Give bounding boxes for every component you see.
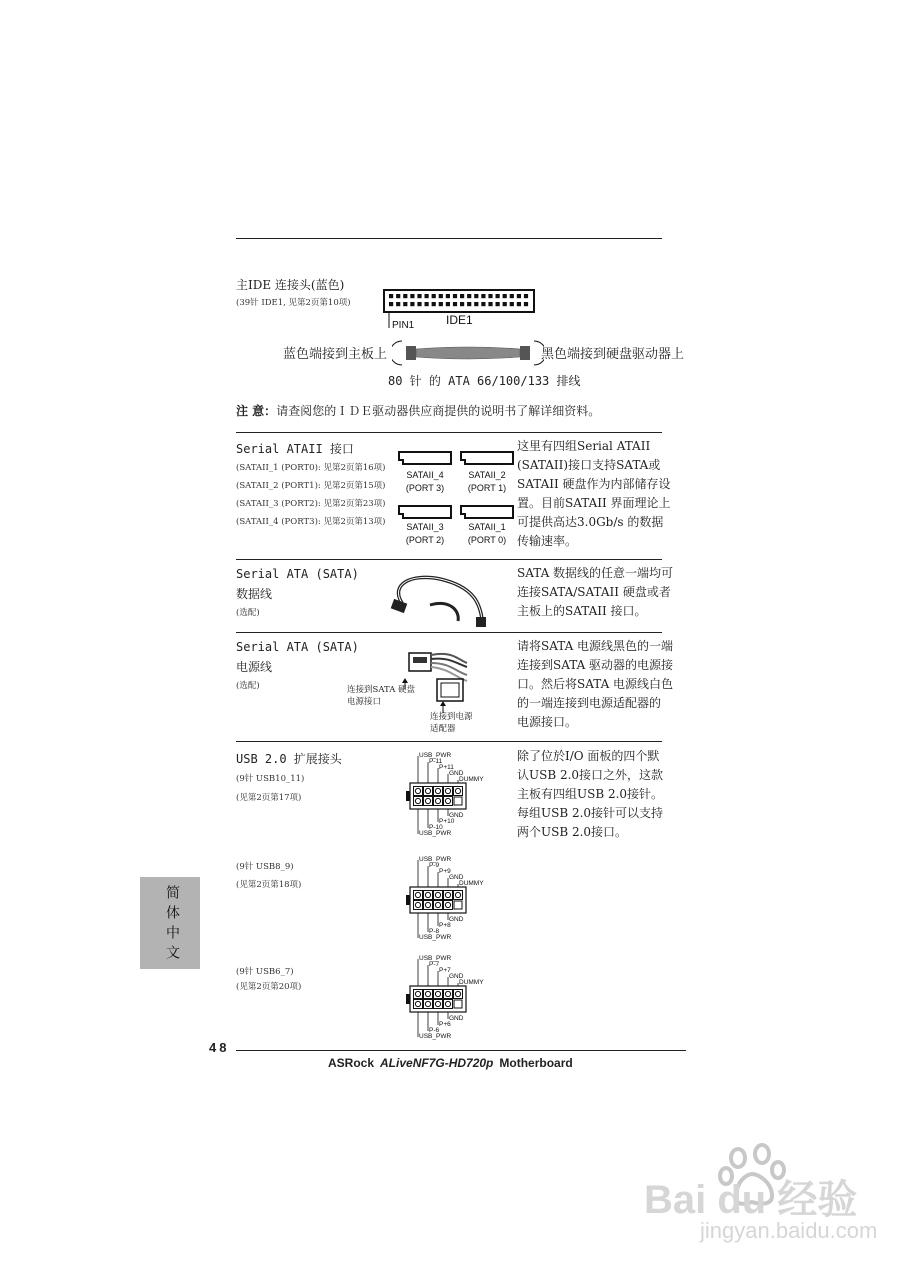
ide-pin [425, 302, 429, 306]
watermark-logo: Bai du 经验 [644, 1178, 858, 1222]
ide-left-text: 蓝色端接到主板上 [283, 347, 388, 362]
top-rule [236, 238, 662, 239]
ide-connector-label: IDE1 [446, 313, 473, 327]
ide-pin [446, 302, 450, 306]
ide-pin [417, 302, 421, 306]
usb-description [517, 747, 663, 842]
ide-pin [503, 294, 507, 298]
ide-pin [496, 294, 500, 298]
sata-port-name-2: SATAII_2 [468, 470, 506, 480]
ide-cable-caption: 80 针 的 ATA 66/100/133 排线 [388, 374, 581, 388]
sata-cable-desc-line: SATA 数据线的任意一端均可 [517, 566, 674, 580]
sata-description [517, 437, 671, 551]
usb-bottom-pin-label: GND [449, 1015, 464, 1022]
sata-port-name-3: SATAII_3 [406, 522, 444, 532]
usb-desc-line: 除了位於I/O 面板的四个默 [517, 749, 660, 763]
sata-desc-line: 传输速率。 [517, 534, 578, 548]
usb-header-1-diagram [405, 748, 505, 844]
page-number: 48 [209, 1040, 230, 1055]
sata-power-note: (选配) [236, 681, 260, 691]
usb-bottom-pin-label: P-6 [429, 1027, 440, 1034]
sata-note-1: (SATAII_1 (PORT0): 见第2页第16项) [236, 463, 386, 473]
sata-note-4: (SATAII_4 (PORT3): 见第2页第13项) [236, 517, 386, 527]
usb-header-2-note1: (9针 USB8_9) [236, 862, 294, 872]
sata-title: Serial ATAII 接口 [236, 442, 354, 456]
usb-header-pin-cell [414, 891, 423, 900]
usb-header-pin-cell [414, 797, 423, 806]
ide-pin [460, 294, 464, 298]
sata-desc-line: 可提供高达3.0Gb/s 的数据 [517, 515, 664, 529]
usb-desc-line: 认USB 2.0接口之外，这款 [517, 768, 664, 782]
usb-top-pin-label: DUMMY [459, 979, 484, 986]
sata-power-desc-line: 请将SATA 电源线黑色的一端 [517, 639, 674, 653]
usb-header-empty-pin [454, 901, 462, 909]
footer [328, 1056, 573, 1070]
usb-header-pin-cell [424, 797, 433, 806]
usb-header-2-note2: (见第2页第18项) [236, 880, 302, 890]
ide-pin [488, 302, 492, 306]
ide-pin [453, 294, 457, 298]
ide-pin [410, 294, 414, 298]
sata-cable-subtitle: 数据线 [236, 587, 273, 601]
usb-header-key [406, 791, 410, 801]
usb-header-3-diagram [405, 951, 505, 1047]
usb-top-pin-label: P-7 [429, 961, 440, 968]
notice-text: 请查阅您的ＩＤＥ驱动器供应商提供的说明书了解详细资料。 [276, 404, 601, 418]
usb-header-pin-cell [434, 891, 443, 900]
usb-desc-line: 两个USB 2.0接口。 [517, 825, 628, 839]
ide-pin-label: PIN1 [392, 320, 415, 331]
ide-pin [417, 294, 421, 298]
usb-header-pin-cell [414, 787, 423, 796]
sata-power-desc-line: 口。然后将SATA 电源线白色 [517, 677, 674, 691]
usb-bottom-pin-label: USB_PWR [419, 830, 452, 837]
usb-top-pin-label: DUMMY [459, 776, 484, 783]
usb-header-pin-cell [434, 787, 443, 796]
usb-top-pin-label: GND [449, 973, 464, 980]
ide-pin [517, 294, 521, 298]
sata-port-id-2: (PORT 2) [405, 535, 445, 545]
ide-pin [396, 302, 400, 306]
usb-header-pin-cell [454, 990, 463, 999]
usb-top-pin-label: GND [449, 770, 464, 777]
usb-bottom-pin-label: P+10 [439, 818, 455, 825]
usb-header-pin-cell [424, 990, 433, 999]
ide-pin [389, 302, 393, 306]
power-label-line: 电源接口 [347, 697, 382, 707]
sata-power-desc-line: 的一端连接到电源适配器的 [517, 696, 662, 710]
usb-bottom-pin-label: USB_PWR [419, 1033, 452, 1040]
usb-top-pin-label: USB_PWR [419, 856, 452, 863]
ide-pin [510, 302, 514, 306]
ide-pin [524, 294, 528, 298]
ide-pin [410, 302, 414, 306]
notice-label: 注 意： [236, 404, 277, 418]
rule-sata-power [236, 632, 662, 633]
watermark-url: jingyan.baidu.com [700, 1218, 878, 1243]
sata-power-label-right [430, 711, 473, 735]
ide-title: 主IDE 连接头(蓝色) [236, 278, 345, 292]
ide-pin [496, 302, 500, 306]
usb-header-1-note1: (9针 USB10_11) [236, 774, 305, 784]
usb-header-pin-cell [414, 1000, 423, 1009]
sata-power-label-left [347, 684, 415, 708]
footer-brand: ASRock [328, 1056, 375, 1070]
usb-header-pin-cell [414, 990, 423, 999]
ide-pin [396, 294, 400, 298]
sata-cable-title: Serial ATA (SATA) [236, 567, 359, 581]
sata-ports-diagram [395, 448, 515, 550]
footer-model: ALiveNF7G-HD720p [380, 1056, 494, 1070]
usb-header-pin-cell [424, 787, 433, 796]
usb-top-pin-label: GND [449, 874, 464, 881]
usb-top-pin-label: P-11 [429, 758, 443, 765]
rule-sata-cable [236, 559, 662, 560]
ide-pin [524, 302, 528, 306]
ide-pin [467, 302, 471, 306]
sata-power-desc-line: 电源接口。 [517, 715, 578, 729]
usb-header-pin-cell [454, 891, 463, 900]
usb-header-2-diagram [405, 852, 505, 948]
ide-connector-diagram [380, 288, 540, 332]
sata-port-id-3: (PORT 3) [405, 483, 445, 493]
side-tab-label: 简体中文 [164, 885, 180, 965]
usb-header-empty-pin [454, 797, 462, 805]
ide-pin [481, 302, 485, 306]
ide-ribbon-cable [392, 338, 544, 368]
sata-desc-line: 置。目前SATAII 界面理论上 [517, 496, 671, 510]
usb-title: USB 2.0 扩展接头 [236, 752, 342, 766]
ide-pin [403, 302, 407, 306]
power-label-line: 连接到SATA 硬盘 [347, 685, 416, 695]
ide-note: (39针 IDE1, 见第2页第10项) [236, 298, 351, 308]
usb-header-key [406, 895, 410, 905]
sata-power-title: Serial ATA (SATA) [236, 640, 359, 654]
usb-bottom-pin-label: P+6 [439, 1021, 451, 1028]
usb-header-pin-cell [444, 797, 453, 806]
sata-cable-note: (选配) [236, 608, 260, 618]
usb-header-pin-cell [454, 787, 463, 796]
usb-top-pin-label: P+7 [439, 967, 451, 974]
sata-power-desc-line: 连接到SATA 驱动器的电源接 [517, 658, 674, 672]
usb-top-pin-label: USB_PWR [419, 752, 452, 759]
notice [236, 402, 600, 419]
usb-top-pin-label: USB_PWR [419, 955, 452, 962]
ide-pin [446, 294, 450, 298]
usb-bottom-pin-label: GND [449, 916, 464, 923]
usb-header-pin-cell [424, 901, 433, 910]
usb-bottom-pin-label: P+8 [439, 922, 451, 929]
footer-suffix: Motherboard [499, 1056, 573, 1070]
sata-desc-line: SATAII 硬盘作为内部储存设 [517, 477, 671, 491]
ide-pin [510, 294, 514, 298]
sata-power-description [517, 637, 673, 732]
footer-rule [236, 1050, 686, 1051]
usb-header-3-note2: (见第2页第20项) [236, 982, 302, 992]
usb-bottom-pin-label: P-10 [429, 824, 443, 831]
usb-header-empty-pin [454, 1000, 462, 1008]
usb-top-pin-label: P+11 [439, 764, 454, 771]
usb-header-pin-cell [434, 901, 443, 910]
ide-pin [403, 294, 407, 298]
ide-pin [517, 302, 521, 306]
ide-pin [439, 302, 443, 306]
sata-port-name-4: SATAII_4 [406, 470, 444, 480]
ide-pin [467, 294, 471, 298]
ide-pin [460, 302, 464, 306]
usb-header-key [406, 994, 410, 1004]
usb-header-pin-cell [424, 891, 433, 900]
power-label-line: 适配器 [430, 724, 456, 734]
sata-cable-description [517, 564, 673, 621]
usb-desc-line: 主板有四组USB 2.0接针。 [517, 787, 664, 801]
sata-note-2: (SATAII_2 (PORT1): 见第2页第15项) [236, 481, 386, 491]
usb-header-pin-cell [434, 797, 443, 806]
ide-pin [503, 302, 507, 306]
usb-desc-line: 每组USB 2.0接针可以支持 [517, 806, 664, 820]
ide-pin [389, 294, 393, 298]
ide-pin [432, 294, 436, 298]
power-label-line: 连接到电源 [430, 712, 473, 722]
usb-header-pin-cell [444, 891, 453, 900]
sata-port-id-0: (PORT 0) [467, 535, 507, 545]
usb-header-3-note1: (9针 USB6_7) [236, 967, 294, 977]
rule-sata [236, 432, 662, 433]
usb-bottom-pin-label: P-8 [429, 928, 440, 935]
ide-pin [474, 294, 478, 298]
sata-note-3: (SATAII_3 (PORT2): 见第2页第23项) [236, 499, 386, 509]
sata-desc-line: (SATAII)接口支持SATA或 [517, 458, 661, 472]
ide-pin [432, 302, 436, 306]
usb-header-pin-cell [434, 990, 443, 999]
usb-header-pin-cell [444, 787, 453, 796]
language-side-tab [140, 877, 200, 969]
usb-header-pin-cell [444, 990, 453, 999]
usb-header-pin-cell [434, 1000, 443, 1009]
ide-pin [453, 302, 457, 306]
usb-top-pin-label: DUMMY [459, 880, 484, 887]
ide-pin [425, 294, 429, 298]
sata-port-id-1: (PORT 1) [467, 483, 507, 493]
usb-header-pin-cell [444, 901, 453, 910]
sata-cable-illustration [380, 565, 500, 629]
usb-bottom-pin-label: GND [449, 812, 464, 819]
usb-bottom-pin-label: USB_PWR [419, 934, 452, 941]
rule-usb [236, 741, 662, 742]
ide-right-text: 黑色端接到硬盘驱动器上 [541, 347, 685, 362]
usb-header-pin-cell [444, 1000, 453, 1009]
sata-port-name-1: SATAII_1 [468, 522, 506, 532]
usb-header-1-note2: (见第2页第17项) [236, 793, 302, 803]
ide-pin [439, 294, 443, 298]
sata-power-subtitle: 电源线 [236, 660, 273, 674]
ide-pin [474, 302, 478, 306]
usb-header-pin-cell [424, 1000, 433, 1009]
sata-cable-desc-line: 主板上的SATAII 接口。 [517, 604, 647, 618]
sata-desc-line: 这里有四组Serial ATAII [517, 439, 651, 453]
ide-pin [481, 294, 485, 298]
ide-pin [488, 294, 492, 298]
sata-cable-desc-line: 连接SATA/SATAII 硬盘或者 [517, 585, 671, 599]
usb-header-pin-cell [414, 901, 423, 910]
usb-top-pin-label: P-9 [429, 862, 440, 869]
usb-top-pin-label: P+9 [439, 868, 451, 875]
